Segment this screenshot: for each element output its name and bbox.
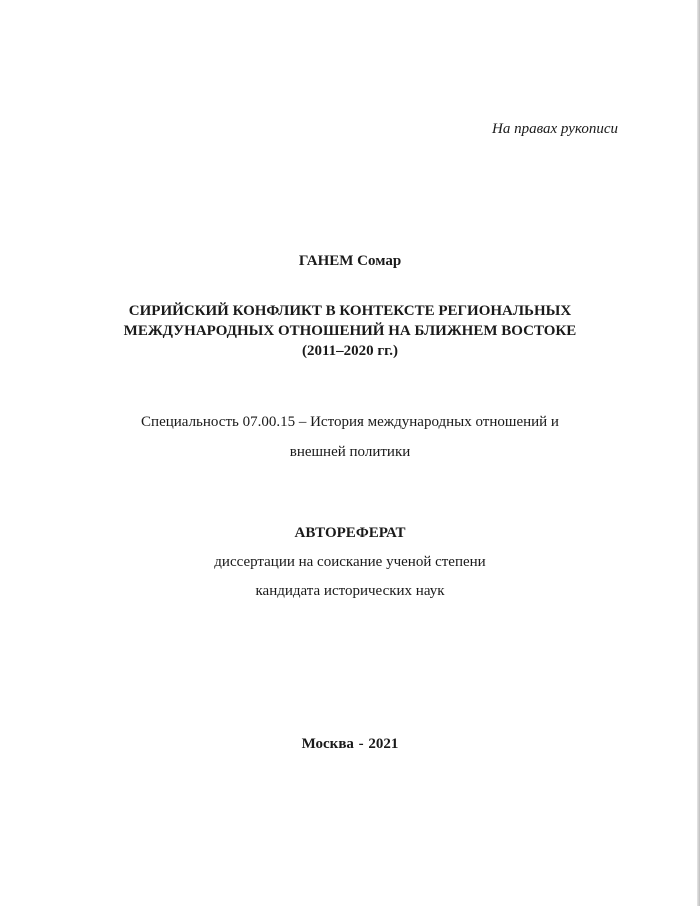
place-and-year: Москва - 2021 bbox=[301, 736, 399, 752]
dissertation-title bbox=[0, 301, 700, 361]
author-name: ГАНЕМ Сомар bbox=[298, 253, 402, 269]
title-line-2: МЕЖДУНАРОДНЫХ ОТНОШЕНИЙ НА БЛИЖНЕМ ВОСТОКЕ bbox=[123, 323, 577, 339]
document-type: АВТОРЕФЕРАТ bbox=[294, 525, 406, 541]
degree-line-2: кандидата исторических наук bbox=[255, 583, 445, 599]
specialty-line-1: Специальность 07.00.15 – История международных отношений и bbox=[141, 414, 559, 430]
title-line-1: СИРИЙСКИЙ КОНФЛИКТ В КОНТЕКСТЕ РЕГИОНАЛЬНЫХ bbox=[128, 303, 572, 319]
manuscript-note: На правах рукописи bbox=[492, 121, 618, 137]
degree-line-1: диссертации на соискание ученой степени bbox=[214, 554, 486, 570]
specialty-line-2: внешней политики bbox=[289, 444, 411, 460]
title-line-3: (2011–2020 гг.) bbox=[301, 343, 399, 359]
